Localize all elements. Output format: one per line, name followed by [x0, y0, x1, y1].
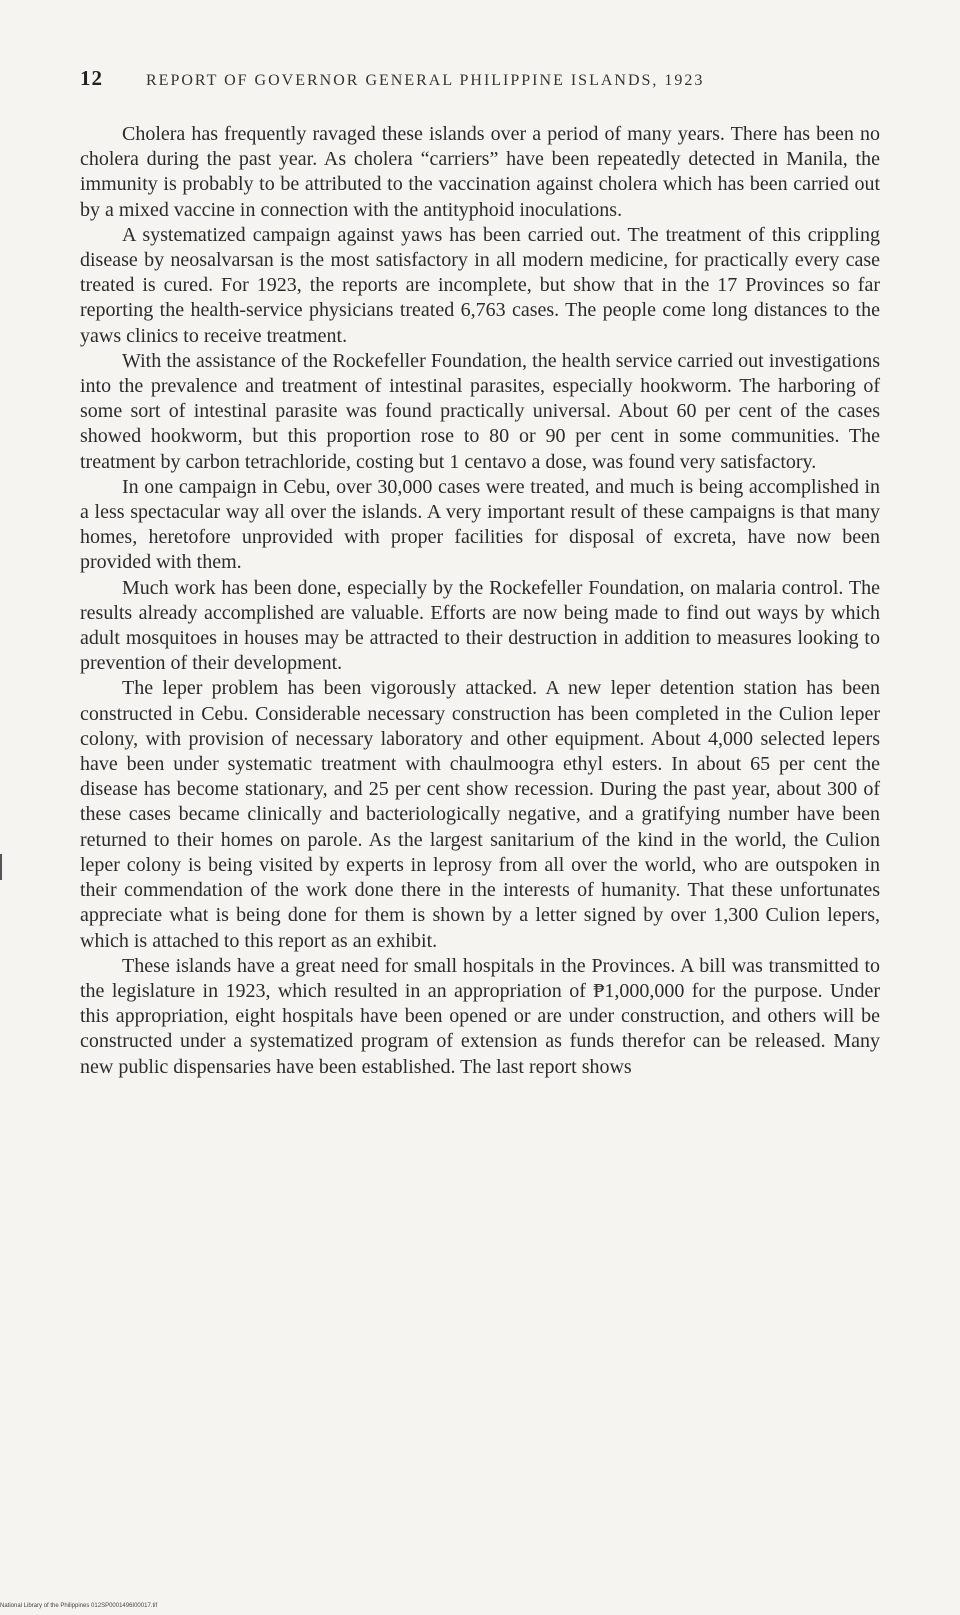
page-header [80, 66, 880, 96]
paragraph-hospitals: These islands have a great need for small hospitals in the Provinces. A bill was transmitted to the legislature in 1923, which resulted in an appropriation of ₱1,000,000 for the purpose. Under this appropriation, eight hospitals have been opened or are under construction, and others will be constructed under a systematized program of extension as funds therefor can be released. Many new public dispensaries have been established. The last report shows [80, 954, 880, 1078]
paragraph-hookworm: With the assistance of the Rockefeller Foundation, the health service carried out investigations into the prevalence and treatment of intestinal parasites, especially hookworm. The harboring of some sort of intestinal parasite was found practically universal. About 60 per cent of the cases showed hookworm, but this proportion rose to 80 or 90 per cent in some communities. The treatment by carbon tetrachloride, costing but 1 centavo a dose, was found very satisfactory. [80, 349, 880, 473]
body-text [80, 122, 880, 1080]
paragraph-yaws: A systematized campaign against yaws has been carried out. The treatment of this crippling disease by neosalvarsan is the most satisfactory in all modern medicine, for practically every case treated is cured. For 1923, the reports are incomplete, but show that in the 17 Provinces so far reporting the health-service physicians treated 6,763 cases. The people come long distances to the yaws clinics to receive treatment. [80, 223, 880, 347]
paragraph-leper: The leper problem has been vigorously attacked. A new leper detention station has been constructed in Cebu. Considerable necessary construction has been completed in the Culion leper colony, with provision of necessary laboratory and other equipment. About 4,000 selected lepers have been under systematic treatment with chaulmoogra ethyl esters. In about 65 per cent the disease has become stationary, and 25 per cent show recession. During the past year, about 300 of these cases became clinically and bacteriologically negative, and a gratifying number have been returned to their homes on parole. As the largest sanitarium of the kind in the world, the Culion leper colony is being visited by experts in leprosy from all over the world, who are outspoken in their commendation of the work done there in the interests of humanity. That these unfortunates appreciate what is being done for them is shown by a letter signed by over 1,300 Culion lepers, which is attached to this report as an exhibit. [80, 677, 880, 952]
paragraph-cebu-campaign: In one campaign in Cebu, over 30,000 cases were treated, and much is being accomplished in a less spectacular way all over the islands. A very important result of these campaigns is that many homes, heretofore unprovided with proper facilities for disposal of excreta, have now been provided with them. [80, 475, 880, 574]
paragraph-cholera: Cholera has frequently ravaged these islands over a period of many years. There has been no cholera during the past year. As cholera “carriers” have been repeatedly detected in Manila, the immunity is probably to be attributed to the vaccination against cholera which has been carried out by a mixed vaccine in connection with the antityphoid inoculations. [80, 123, 880, 221]
paragraph-malaria: Much work has been done, especially by the Rockefeller Foundation, on malaria control. The results already accomplished are valuable. Efforts are now being made to find out ways by which adult mosquitoes in houses may be attracted to their destruction in addition to measures looking to prevention of their development. [80, 576, 880, 675]
source-note: National Library of the Philippines 012SP0001496I00017.tif [0, 1603, 158, 1609]
margin-mark [0, 854, 2, 880]
page-number: 12 [80, 66, 103, 90]
running-head: REPORT OF GOVERNOR GENERAL PHILIPPINE ISLANDS, 1923 [146, 72, 705, 89]
